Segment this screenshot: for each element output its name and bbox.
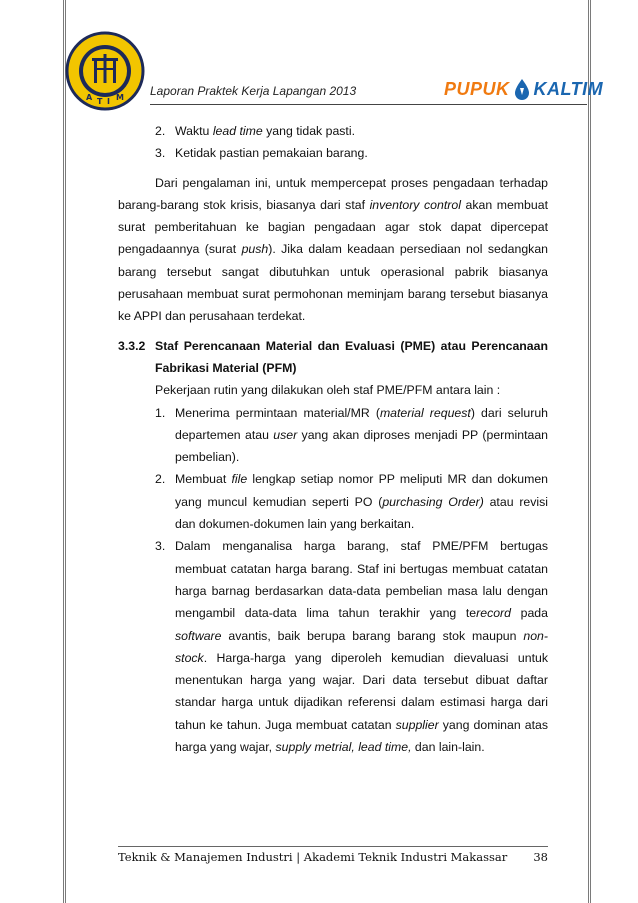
- list-text: Dalam menganalisa harga barang, staf PME/PFM bertugas membuat catatan harga barang. Staf ini bertugas membuat catatan harga barnag berdasarkan data-data pembelian masa lalu dengan mengambil data-data lima tahun terakhir yang terecord pada software avantis, baik berupa barang barang stok maupun non-stock. Harga-harga yang diperoleh kemudian dievaluasi untuk menentukan harga yang wajar. Dari data tersebut dibuat daftar standar harga untuk dijadikan referensi dalam estimasi harga dari tahun ke tahun. Juga membuat catatan supplier yang dominan atas harga yang wajar, supply metrial, lead time, dan lain-lain.: [175, 539, 549, 755]
- drop-icon: [512, 78, 532, 100]
- atim-logo: [64, 30, 146, 112]
- tower-icon: [92, 54, 118, 83]
- header-title: Laporan Praktek Kerja Lapangan 2013: [150, 84, 357, 98]
- footer: [118, 846, 548, 864]
- list-number: 2.: [155, 472, 166, 487]
- section-heading: [118, 335, 548, 380]
- svg-text:T: T: [97, 97, 103, 106]
- svg-text:I: I: [107, 97, 110, 106]
- list-number: 3.: [155, 146, 166, 161]
- list-text: Menerima permintaan material/MR (material request) dari seluruh departemen atau user yang akan diproses menjadi PP (permintaan pembelian).: [175, 405, 549, 465]
- list-number: 2.: [155, 124, 166, 138]
- section-intro: Pekerjaan rutin yang dilakukan oleh staf PME/PFM antara lain :: [155, 383, 501, 398]
- pupuk-logo-right: KALTIM: [533, 78, 604, 99]
- pupuk-logo-left: PUPUK: [444, 78, 510, 99]
- footer-text: Teknik & Manajemen Industri | Akademi Teknik Industri Makassar: [118, 850, 508, 864]
- pupuk-kaltim-logo: [444, 76, 603, 102]
- list-number: 3.: [155, 539, 166, 554]
- list-item: [118, 402, 548, 469]
- list-text: Ketidak pastian pemakaian barang.: [175, 146, 368, 161]
- section-title: Staf Perencanaan Material dan Evaluasi (PME) atau Perencanaan Fabrikasi Material (PFM): [155, 338, 548, 375]
- list-text: Membuat file lengkap setiap nomor PP meliputi MR dan dokumen yang muncul kemudian seperti PO (purchasing Order) atau revisi dan dokumen-dokumen lain yang berkaitan.: [175, 472, 549, 532]
- section-number: 3.3.2: [118, 338, 146, 353]
- svg-text:A: A: [86, 93, 93, 102]
- list-item: [118, 120, 548, 142]
- list-item: [118, 468, 548, 535]
- body-content: [118, 120, 548, 758]
- page-number: 38: [533, 850, 548, 864]
- svg-text:M: M: [116, 93, 124, 102]
- list-number: 1.: [155, 405, 166, 420]
- header-divider: [150, 104, 587, 105]
- paragraph: Dari pengalaman ini, untuk mempercepat proses pengadaan terhadap barang-barang stok krisis, biasanya dari staf inventory control akan membuat surat pemberitahuan ke bagian pengadaan agar stok dapat dipercepat pengadaannya (surat push). Jika dalam keadaan persediaan nol sedangkan barang tersebut sangat dibutuhkan untuk operasional pabrik biasanya perusahaan membuat surat permohonan meminjam barang tersebut biasanya ke APPI dan perusahaan terdekat.: [118, 175, 548, 324]
- list-item: [118, 142, 548, 164]
- list-item: [118, 535, 548, 758]
- list-text: Waktu lead time yang tidak pasti.: [175, 124, 355, 138]
